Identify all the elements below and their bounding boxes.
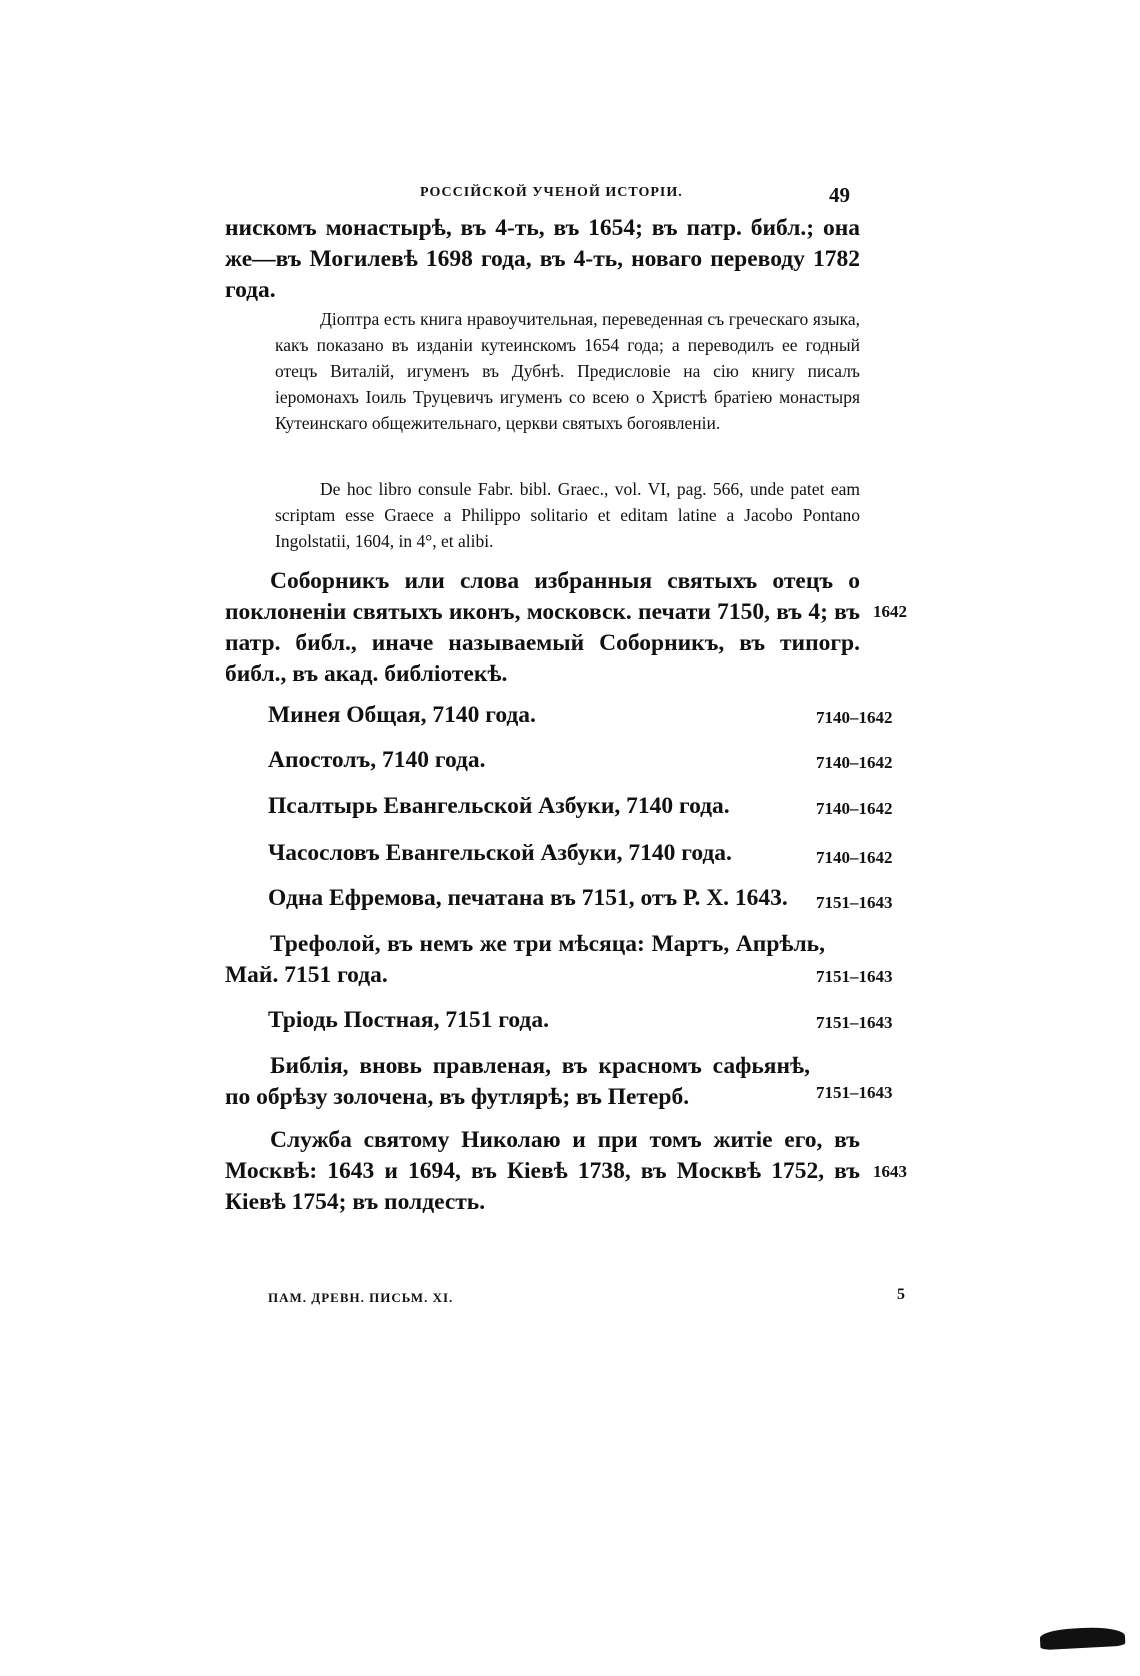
- entry-text: Трефолой, въ немъ же три мѣсяца: Мартъ, Апрѣль, Май. 7151 года.: [225, 931, 825, 988]
- entry-year: 7140–1642: [816, 848, 893, 867]
- entry-text: Псалтырь Евангельской Азбуки, 7140 года.: [268, 793, 730, 819]
- entry-year: 1643: [873, 1162, 907, 1181]
- entry-year: 7140–1642: [816, 799, 893, 818]
- entry-year: 7151–1643: [816, 1013, 893, 1032]
- entry-text: Часословъ Евангельской Азбуки, 7140 года.: [268, 840, 732, 866]
- entry-year: 7151–1643: [816, 893, 893, 912]
- page-number: 49: [829, 183, 850, 207]
- entry-year: 7140–1642: [816, 708, 893, 727]
- printer-signature: ПАМ. ДРЕВН. ПИСЬМ. XI.: [268, 1290, 454, 1305]
- entry-text: Служба святому Николаю и при томъ житіе его, въ Москвѣ: 1643 и 1694, въ Кіевѣ 1738, въ Москвѣ 1752, въ Кіевѣ 1754; въ полдесть.: [225, 1127, 860, 1215]
- entry-text: Апостолъ, 7140 года.: [268, 747, 486, 773]
- entry-year: 7151–1643: [816, 967, 893, 986]
- entry-text: Одна Ефремова, печатана въ 7151, отъ Р. Х. 1643.: [268, 885, 788, 911]
- entry-year: 7140–1642: [816, 753, 893, 772]
- footnote-diopter-latin: De hoc libro consule Fabr. bibl. Graec., vol. VI, pag. 566, unde patet eam scriptam esse Graece a Philippo solitario et editam latine a Jacobo Pontano Ingolstatii, 1604, in 4°, et alibi.: [275, 479, 860, 551]
- entry-text: Соборникъ или слова избранныя святыхъ отецъ о поклоненіи святыхъ иконъ, московск. печати 7150, въ 4; въ патр. библ., иначе называемый Соборникъ, въ типогр. библ., въ акад. библіотекѣ.: [225, 568, 860, 687]
- entry-year: 7151–1643: [816, 1083, 893, 1102]
- footnote-diopter-russian: Діоптра есть книга нравоучительная, переведенная съ греческаго языка, какъ показано въ изданіи кутеинскомъ 1654 года; а переводилъ ее годный отецъ Виталій, игуменъ въ Дубнѣ. Предисловіе на сію книгу писалъ іеромонахъ Іоиль Труцевичъ игуменъ со всею о Христѣ братіею монастыря Кутеинскаго общежительнаго, церкви святыхъ богоявленіи.: [275, 309, 860, 433]
- entry-text: Библія, вновь правленая, въ красномъ сафьянѣ, по обрѣзу золочена, въ футлярѣ; въ Петерб.: [225, 1053, 810, 1110]
- entry-text: Минея Общая, 7140 года.: [268, 702, 536, 728]
- entry-year: 1642: [873, 602, 907, 621]
- continuation-paragraph: нискомъ монастырѣ, въ 4-ть, въ 1654; въ патр. библ.; она же—въ Могилевѣ 1698 года, въ 4-ть, новаго переводу 1782 года.: [225, 215, 860, 303]
- ink-smudge: [1040, 1626, 1126, 1650]
- entry-text: Тріодь Постная, 7151 года.: [268, 1007, 549, 1033]
- sheet-number: 5: [897, 1286, 905, 1303]
- running-title: РОССІЙСКОЙ УЧЕНОЙ ИСТОРІИ.: [420, 185, 683, 200]
